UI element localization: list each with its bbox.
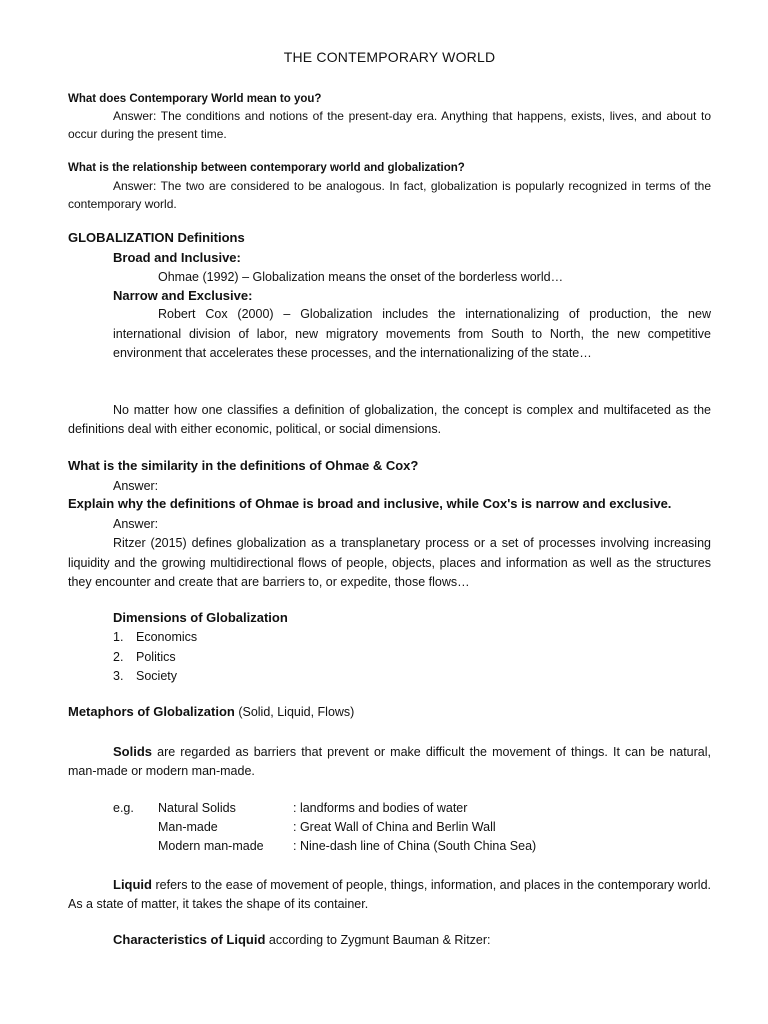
definitions-heading: GLOBALIZATION Definitions: [68, 230, 245, 245]
broad-definition: Ohmae (1992) – Globalization means the onset of the borderless world…: [158, 270, 564, 284]
question-relationship: What is the relationship between contemporary world and globalization?: [68, 162, 465, 174]
answer-relationship: Answer: The two are considered to be analogous. In fact, globalization is popularly recognized in terms of the contemporary world.: [68, 179, 711, 211]
similarity-answer: Answer:: [113, 479, 159, 493]
answer-contemporary-world: Answer: The conditions and notions of the present-day era. Anything that happens, exists, lives, and about to occur during the present time.: [68, 109, 711, 141]
characteristics-heading: Characteristics of Liquid according to Zygmunt Bauman & Ritzer:: [113, 932, 491, 947]
liquid-paragraph: Liquid refers to the ease of movement of people, things, information, and places in the contemporary world. As a state of matter, it takes the shape of its container.: [68, 877, 711, 911]
list-item: 1. Economics: [113, 630, 198, 644]
example-row: e.g. Natural Solids : landforms and bodies of water: [113, 801, 468, 815]
dimensions-heading: Dimensions of Globalization: [113, 610, 288, 625]
ritzer-definition: Ritzer (2015) defines globalization as a transplanetary process or a set of processes involving increasing liquidity and the growing multidirectional flows of people, objects, places and information as well as the structures they encounter and create that are barriers to, or expedite, those flows…: [68, 536, 711, 589]
broad-heading: Broad and Inclusive:: [113, 250, 241, 265]
example-row: Modern man-made : Nine-dash line of China (South China Sea): [158, 839, 537, 853]
question-contemporary-world: What does Contemporary World mean to you?: [68, 93, 322, 105]
document-title: THE CONTEMPORARY WORLD: [283, 49, 496, 65]
definitions-summary: No matter how one classifies a definition of globalization, the concept is complex and multifaceted as the definitions deal with either economic, political, or social dimensions.: [68, 403, 711, 436]
narrow-definition: Robert Cox (2000) – Globalization includes the internationalizing of production, the new international division of labor, new migratory movements from South to North, the new competitive environment that accelerates these processes, and the internationalizing of the state…: [113, 307, 711, 360]
solids-examples: [113, 799, 536, 856]
example-row: Man-made : Great Wall of China and Berlin Wall: [158, 820, 496, 834]
similarity-question: What is the similarity in the definitions of Ohmae & Cox?: [68, 458, 419, 473]
metaphors-heading: Metaphors of Globalization (Solid, Liquid, Flows): [68, 704, 355, 719]
list-item: 2. Politics: [113, 649, 176, 664]
narrow-heading: Narrow and Exclusive:: [113, 288, 253, 303]
list-item: 3. Society: [113, 669, 177, 683]
explain-answer: Answer:: [113, 517, 159, 531]
solids-paragraph: Solids are regarded as barriers that prevent or make difficult the movement of things. It can be natural, man-made or modern man-made.: [68, 744, 711, 778]
dimensions-list: [113, 628, 197, 687]
explain-question: Explain why the definitions of Ohmae is broad and inclusive, while Cox's is narrow and exclusive.: [68, 496, 672, 511]
